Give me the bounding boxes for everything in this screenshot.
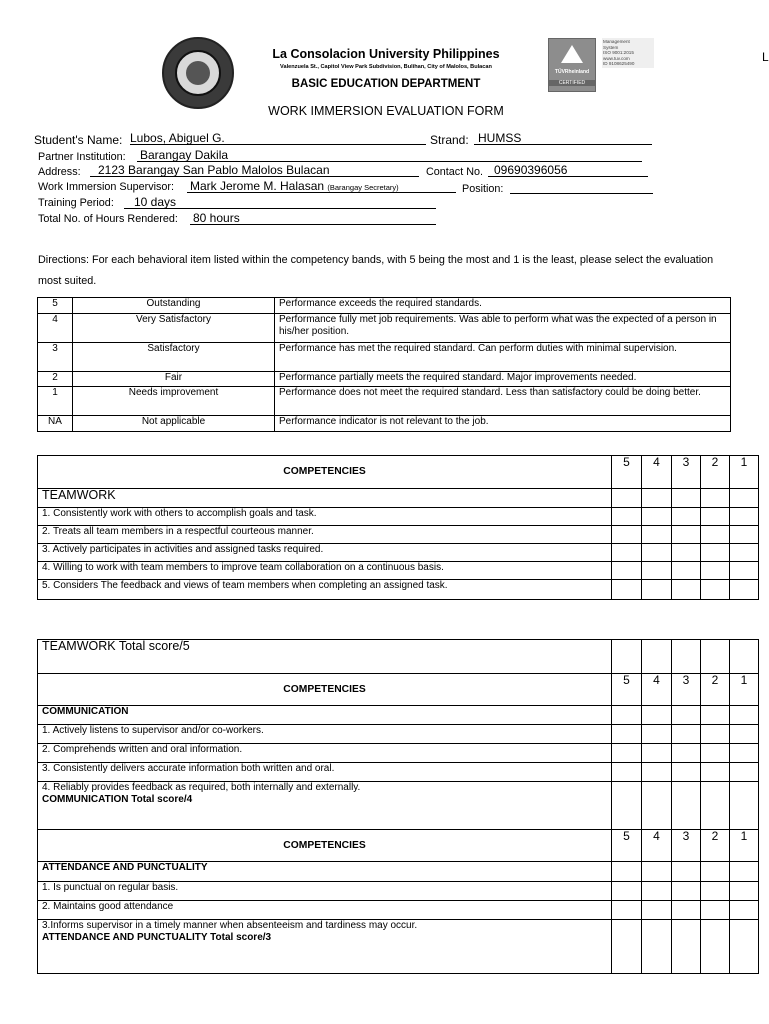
score-cell[interactable] [701, 544, 730, 562]
student-name-field: Student's Name: [34, 133, 123, 147]
score-cell[interactable] [642, 640, 672, 674]
training-label: Training Period: [38, 197, 114, 209]
table-row: 1. Consistently work with others to accomplish goals and task. [38, 508, 759, 526]
score-cell[interactable] [730, 580, 759, 600]
communication-total: COMMUNICATION Total score/4 [42, 794, 193, 805]
table-row: 3. Consistently delivers accurate information both written and oral. [38, 763, 759, 782]
strand-label: Strand: [430, 133, 469, 147]
training-value[interactable]: 10 days [134, 195, 177, 209]
score-cell[interactable] [730, 882, 759, 901]
supervisor-note: (Barangay Secretary) [327, 183, 399, 192]
score-cell[interactable] [701, 526, 730, 544]
contact-value[interactable]: 09690396056 [494, 163, 568, 177]
department-name: BASIC EDUCATION DEPARTMENT [291, 78, 481, 90]
table-row: 3. Actively participates in activities and assigned tasks required. [38, 544, 759, 562]
table-row: 4. Reliably provides feedback as required, both internally and externally. COMMUNICATION Total score/4 [38, 782, 759, 830]
certification-logo: TÜVRheinland CERTIFIED [548, 38, 596, 92]
score-cell[interactable] [730, 920, 759, 974]
score-cell[interactable] [612, 763, 642, 782]
score-cell[interactable] [672, 901, 701, 920]
score-cell[interactable] [672, 763, 701, 782]
score-header-4: 4 [642, 456, 672, 489]
score-cell[interactable] [612, 640, 642, 674]
score-cell[interactable] [701, 580, 730, 600]
table-row: 1. Actively listens to supervisor and/or co-workers. [38, 725, 759, 744]
university-address: Valenzuela St., Capitol View Park Subdivision, Bulihan, City of Malolos, Bulacan [280, 64, 492, 70]
score-cell[interactable] [672, 782, 701, 830]
partner-value[interactable]: Barangay Dakila [140, 148, 229, 162]
directions: Directions: For each behavioral item listed within the competency bands, with 5 being the most and 1 is the least, please select the evaluation most suited. [38, 254, 714, 287]
score-cell[interactable] [672, 640, 701, 674]
score-header-5: 5 [612, 456, 642, 489]
address-value[interactable]: 2123 Barangay San Pablo Malolos Bulacan [98, 163, 330, 177]
score-cell[interactable] [701, 562, 730, 580]
score-cell[interactable] [672, 544, 701, 562]
score-cell[interactable] [612, 526, 642, 544]
score-cell[interactable] [642, 920, 672, 974]
score-cell[interactable] [701, 882, 730, 901]
score-cell[interactable] [730, 901, 759, 920]
teamwork-table [37, 455, 759, 600]
score-cell[interactable] [701, 763, 730, 782]
score-cell[interactable] [642, 882, 672, 901]
rating-scale-table [37, 297, 731, 432]
supervisor-value[interactable]: Mark Jerome M. Halasan (Barangay Secretary) [190, 179, 399, 193]
score-header-1: 1 [730, 456, 759, 489]
score-cell[interactable] [672, 920, 701, 974]
score-cell[interactable] [730, 508, 759, 526]
score-cell[interactable] [612, 580, 642, 600]
teamwork-total: TEAMWORK Total score/5 [38, 640, 612, 674]
table-row: 5. Considers The feedback and views of team members when completing an assigned task. [38, 580, 759, 600]
address-label: Address: [38, 166, 81, 178]
competencies-header-row [38, 456, 759, 489]
competencies-header: COMPETENCIES [38, 456, 612, 489]
score-cell[interactable] [612, 562, 642, 580]
score-cell[interactable] [730, 744, 759, 763]
score-cell[interactable] [642, 562, 672, 580]
contact-label: Contact No. [426, 166, 484, 178]
scale-row: NA Not applicable Performance indicator is not relevant to the job. [38, 416, 731, 432]
total-row [38, 640, 759, 674]
competencies-header-row: COMPETENCIES 5 4 3 2 1 [38, 830, 759, 862]
score-cell[interactable] [642, 544, 672, 562]
communication-attendance-table [37, 639, 759, 974]
score-cell[interactable] [730, 725, 759, 744]
score-cell[interactable] [642, 508, 672, 526]
score-cell[interactable] [701, 725, 730, 744]
score-cell[interactable] [612, 882, 642, 901]
section-title-row [38, 706, 759, 725]
hours-label: Total No. of Hours Rendered: [38, 213, 178, 225]
communication-title: COMMUNICATION [38, 706, 612, 725]
score-cell[interactable] [730, 544, 759, 562]
competencies-header-row: COMPETENCIES 5 4 3 2 1 [38, 674, 759, 706]
score-cell[interactable] [701, 901, 730, 920]
score-cell[interactable] [612, 920, 642, 974]
score-cell[interactable] [672, 580, 701, 600]
certification-details: Management System ISO 9001:2015 www.tuv.com ID 9108625490 [602, 38, 654, 68]
score-cell[interactable] [672, 882, 701, 901]
score-cell[interactable] [642, 580, 672, 600]
score-cell[interactable] [642, 744, 672, 763]
competencies-header: COMPETENCIES [38, 830, 612, 862]
attendance-total: ATTENDANCE AND PUNCTUALITY Total score/3 [42, 932, 272, 943]
score-cell[interactable] [730, 763, 759, 782]
score-cell[interactable] [642, 901, 672, 920]
score-cell[interactable] [642, 725, 672, 744]
supervisor-label: Work Immersion Supervisor: [38, 181, 174, 193]
score-cell[interactable] [612, 901, 642, 920]
table-row: 2. Treats all team members in a respectful courteous manner. [38, 526, 759, 544]
score-cell[interactable] [672, 744, 701, 763]
score-cell[interactable] [672, 508, 701, 526]
score-cell[interactable] [612, 782, 642, 830]
score-cell[interactable] [612, 544, 642, 562]
section-title-row [38, 862, 759, 882]
score-cell[interactable] [642, 782, 672, 830]
competencies-header: COMPETENCIES [38, 674, 612, 706]
score-cell[interactable] [642, 526, 672, 544]
scale-row: 1 Needs improvement Performance does not meet the required standard. Less than satisfactory could be doing better. [38, 387, 731, 416]
table-row: 4. Willing to work with team members to improve team collaboration on a continuous basis. [38, 562, 759, 580]
score-cell[interactable] [730, 782, 759, 830]
score-cell[interactable] [730, 526, 759, 544]
section-title-row [38, 489, 759, 508]
scale-row: 2 Fair Performance partially meets the required standard. Major improvements needed. [38, 372, 731, 387]
score-cell[interactable] [612, 744, 642, 763]
scale-row: 4 Very Satisfactory Performance fully met job requirements. Was able to perform what was the expected of a person in his/her position. [38, 314, 731, 343]
score-cell[interactable] [701, 508, 730, 526]
score-cell[interactable] [701, 920, 730, 974]
score-cell[interactable] [701, 744, 730, 763]
score-cell[interactable] [730, 640, 759, 674]
score-cell[interactable] [672, 725, 701, 744]
score-cell[interactable] [612, 508, 642, 526]
score-cell[interactable] [642, 763, 672, 782]
score-cell[interactable] [672, 526, 701, 544]
score-cell[interactable] [701, 782, 730, 830]
score-cell[interactable] [672, 562, 701, 580]
table-row: 1. Is punctual on regular basis. [38, 882, 759, 901]
score-cell[interactable] [701, 640, 730, 674]
score-cell[interactable] [612, 725, 642, 744]
table-row: 3.Informs supervisor in a timely manner when absenteeism and tardiness may occur. ATTENDANCE AND PUNCTUALITY Total score/3 [38, 920, 759, 974]
table-row: 2. Maintains good attendance [38, 901, 759, 920]
scale-row: 3 Satisfactory Performance has met the required standard. Can perform duties with minimal supervision. [38, 343, 731, 372]
form-title: WORK IMMERSION EVALUATION FORM [268, 104, 504, 118]
edge-letter: L [762, 50, 769, 64]
university-name: La Consolacion University Philippines [272, 47, 500, 61]
teamwork-title: TEAMWORK [38, 489, 612, 508]
scale-row: 5 Outstanding Performance exceeds the required standards. [38, 298, 731, 314]
score-cell[interactable] [730, 562, 759, 580]
partner-label: Partner Institution: [38, 151, 126, 163]
hours-value[interactable]: 80 hours [193, 211, 240, 225]
score-header-3: 3 [672, 456, 701, 489]
table-row: 2. Comprehends written and oral information. [38, 744, 759, 763]
position-label: Position: [462, 183, 504, 195]
student-name-value[interactable]: Lubos, Abiguel G. [130, 131, 225, 145]
score-header-2: 2 [701, 456, 730, 489]
university-seal [162, 37, 234, 109]
strand-value[interactable]: HUMSS [478, 131, 522, 145]
attendance-title: ATTENDANCE AND PUNCTUALITY [38, 862, 612, 882]
